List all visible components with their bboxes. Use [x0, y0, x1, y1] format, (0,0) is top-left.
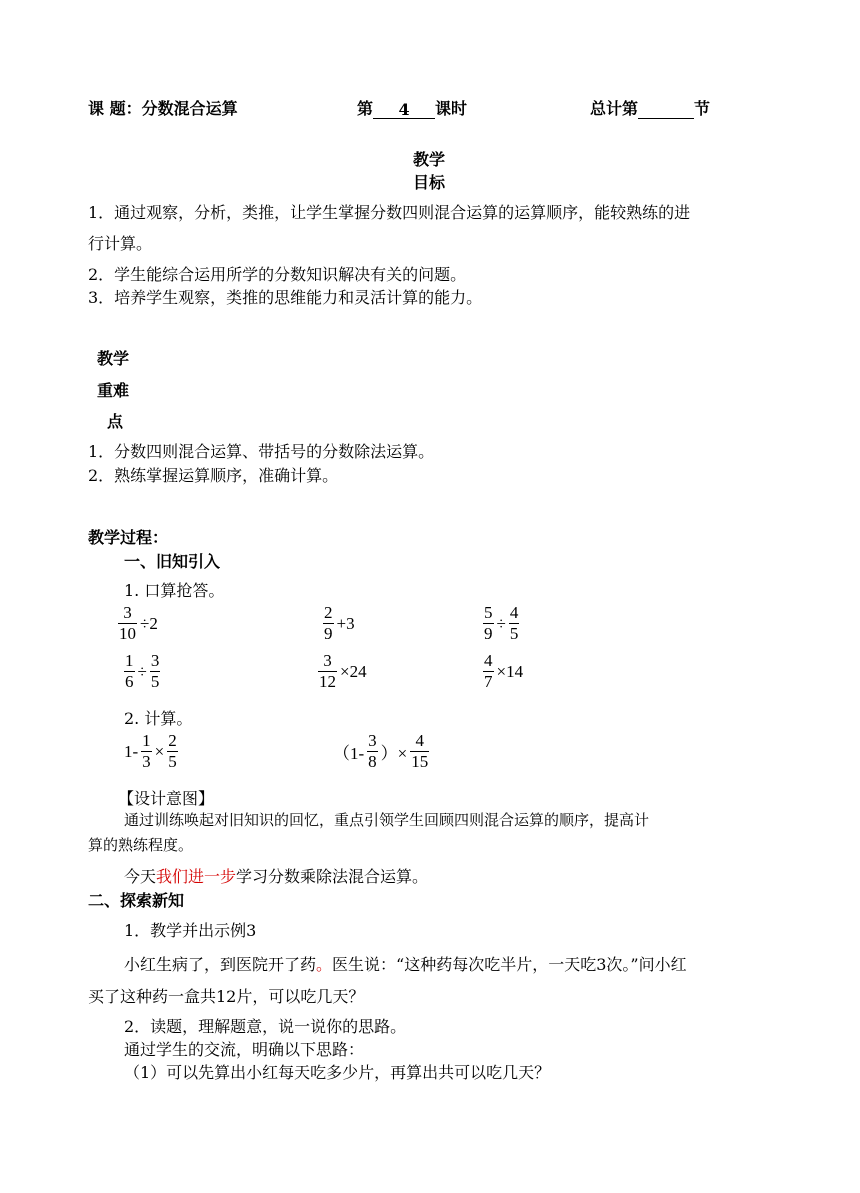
step-4: （1）可以先算出小红每天吃多少片，再算出共可以吃几天？	[124, 1063, 551, 1082]
design-intent-text: 算的熟练程度。	[88, 836, 194, 854]
lesson-number-line	[357, 96, 467, 119]
oral-item-3: $\frac{5}{9}$ ÷ $\frac{4}{5}$	[484, 603, 519, 643]
keypoints-heading-2: 重难	[97, 381, 130, 400]
section-2-heading: 二、探索新知	[88, 891, 185, 910]
fraction: $\frac{1}{6}$	[125, 651, 134, 691]
total-suffix: 节	[694, 99, 711, 118]
step-3: 通过学生的交流，明确以下思路：	[124, 1040, 365, 1059]
fraction: $\frac{3}{12}$	[319, 651, 336, 691]
oral-item-1: $\frac{3}{10}$ ÷2	[119, 603, 158, 643]
oral-item-5: $\frac{3}{12}$ ×24	[319, 651, 367, 691]
task-1-label: 1. 口算抢答。	[124, 581, 225, 600]
fraction: $\frac{4}{7}$	[484, 651, 493, 691]
lesson-prefix: 第	[357, 99, 374, 118]
highlight-text: 我们进一步	[156, 867, 237, 886]
oral-item-4: $\frac{1}{6}$ ÷ $\frac{3}{5}$	[125, 651, 160, 691]
step-2: 2．读题，理解题意，说一说你的思路。	[124, 1017, 407, 1036]
fraction: $\frac{4}{15}$	[411, 731, 429, 771]
total-count-line	[590, 96, 710, 119]
fraction: $\frac{2}{9}$	[324, 603, 333, 643]
objectives-heading-1: 教学	[413, 150, 446, 169]
fraction: $\frac{1}{3}$	[142, 731, 151, 771]
section-1-heading: 一、旧知引入	[124, 552, 221, 571]
fraction: $\frac{2}{5}$	[168, 731, 177, 771]
objective-item: 行计算。	[88, 234, 153, 253]
fraction: $\frac{3}{10}$	[119, 603, 136, 643]
task-2-label: 2. 计算。	[124, 709, 193, 728]
oral-item-2: $\frac{2}{9}$ +3	[324, 603, 355, 643]
fraction: $\frac{4}{5}$	[509, 603, 519, 643]
oral-item-6: $\frac{4}{7}$ ×14	[484, 651, 524, 691]
calc-item-1: 1- $\frac{1}{3}$ × $\frac{2}{5}$	[124, 731, 177, 771]
objective-item: 3．培养学生观察，类推的思维能力和灵活计算的能力。	[88, 288, 483, 307]
lesson-number: 4	[373, 100, 435, 119]
objective-item: 2．学生能综合运用所学的分数知识解决有关的问题。	[88, 265, 467, 284]
total-blank	[638, 100, 694, 119]
today-line: 今天我们进一步学习分数乘除法混合运算。	[124, 867, 429, 886]
lesson-suffix: 课时	[435, 99, 468, 118]
fraction: $\frac{5}{9}$	[484, 603, 493, 643]
keypoint-item: 2．熟练掌握运算顺序，准确计算。	[88, 466, 339, 485]
design-intent-title: 【设计意图】	[118, 789, 215, 808]
keypoints-heading-3: 点	[107, 412, 124, 431]
story-line-1: 小红生病了，到医院开了药。医生说：“这种药每次吃半片，一天吃3次。”问小红	[124, 955, 687, 974]
process-heading: 教学过程：	[88, 528, 169, 547]
fraction: $\frac{3}{5}$	[150, 651, 160, 691]
step-1: 1．教学并出示例3	[124, 921, 257, 940]
design-intent-text: 通过训练唤起对旧知识的回忆，重点引领学生回顾四则混合运算的顺序，提高计	[124, 811, 650, 829]
fraction: $\frac{3}{8}$	[368, 731, 377, 771]
story-line-2: 买了这种药一盒共12片，可以吃几天？	[88, 987, 365, 1006]
topic-label: 课 题：分数混合运算	[88, 99, 238, 118]
objective-item: 1．通过观察，分析，类推，让学生掌握分数四则混合运算的运算顺序，能较熟练的进	[88, 203, 691, 222]
calc-item-2: （1- $\frac{3}{8}$ ）× $\frac{4}{15}$	[333, 731, 429, 771]
keypoints-heading-1: 教学	[97, 349, 130, 368]
objectives-heading-2: 目标	[413, 173, 446, 192]
total-prefix: 总计第	[590, 99, 639, 118]
keypoint-item: 1．分数四则混合运算、带括号的分数除法运算。	[88, 442, 435, 461]
